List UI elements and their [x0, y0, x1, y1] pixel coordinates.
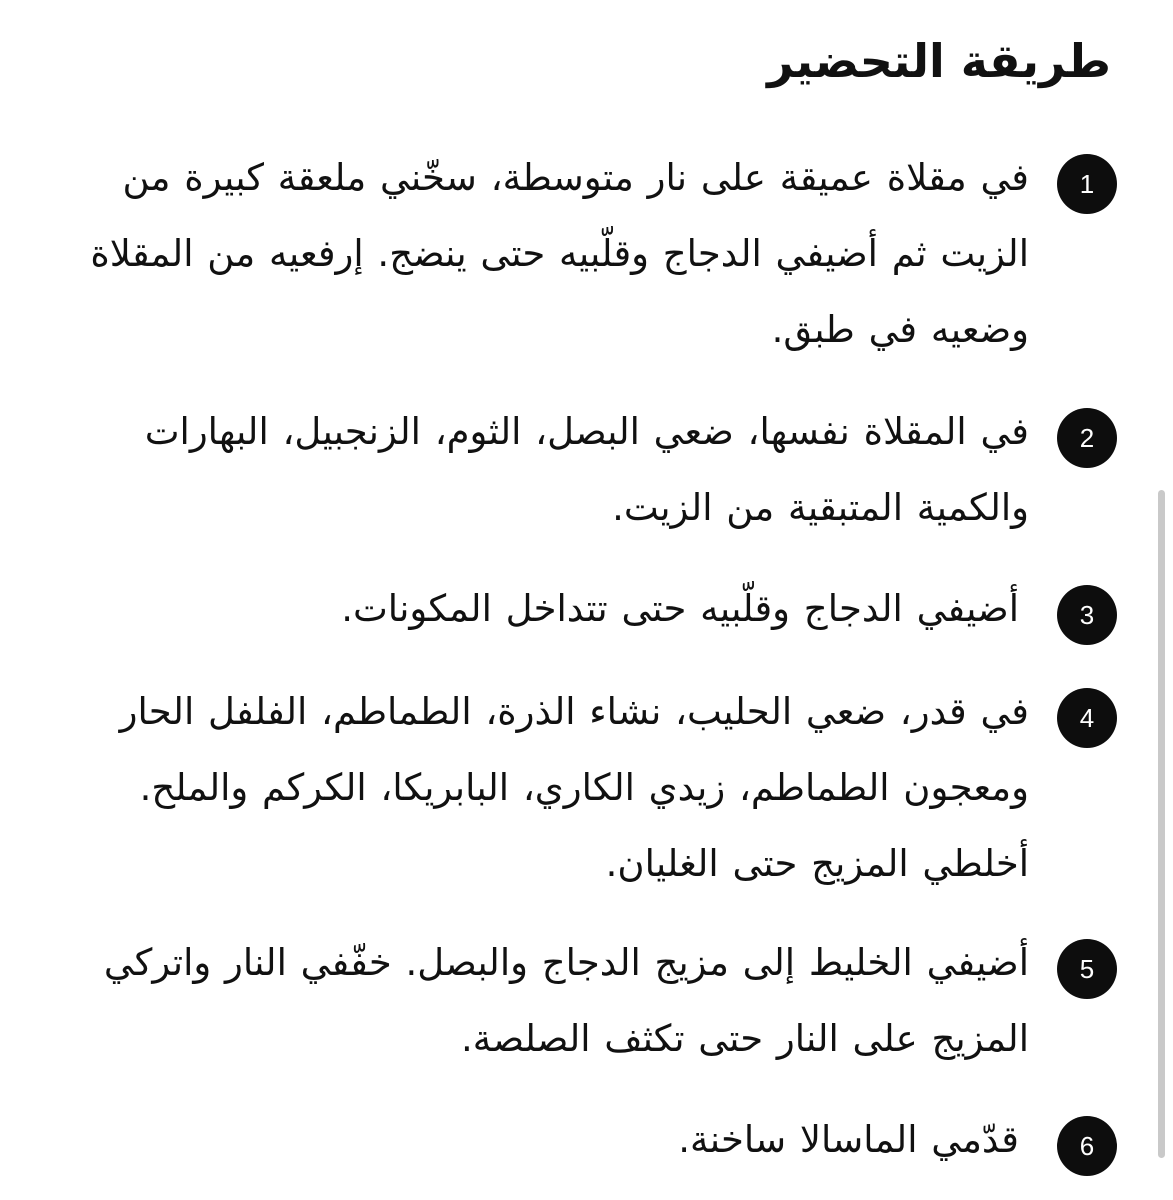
- step-text: أضيفي الخليط إلى مزيج الدجاج والبصل. خفّفي النار واتركي المزيج على النار حتى تكثف الصلصة.: [103, 941, 1029, 1060]
- step-item: [40, 925, 1117, 1077]
- step-number-badge: 2: [1057, 408, 1117, 468]
- step-text: في مقلاة عميقة على نار متوسطة، سخّني ملعقة كبيرة من الزيت ثم أضيفي الدجاج وقلّبيه حتى ينضج. إرفعيه من المقلاة وضعيه في طبق.: [90, 156, 1029, 351]
- step-text: في قدر، ضعي الحليب، نشاء الذرة، الطماطم، الفلفل الحار ومعجون الطماطم، زيدي الكاري، البابريكا، الكركم والملح. أخلطي المزيج حتى الغليان.: [119, 690, 1029, 885]
- step-item: [40, 394, 1117, 546]
- step-text: في المقلاة نفسها، ضعي البصل، الثوم، الزنجبيل، البهارات والكمية المتبقية من الزيت.: [144, 410, 1029, 529]
- step-item: [40, 571, 1117, 647]
- step-number-badge: 1: [1057, 154, 1117, 214]
- step-item: [40, 674, 1117, 902]
- step-number-badge: 6: [1057, 1116, 1117, 1176]
- step-item: [40, 1102, 1117, 1178]
- page-title: طريقة التحضير: [767, 34, 1111, 88]
- step-number-badge: 5: [1057, 939, 1117, 999]
- vertical-scrollbar[interactable]: [1158, 490, 1165, 1158]
- step-text: قدّمي الماسالا ساخنة.: [678, 1118, 1019, 1161]
- step-text: أضيفي الدجاج وقلّبيه حتى تتداخل المكونات.: [341, 587, 1019, 630]
- step-item: [40, 140, 1117, 368]
- step-number-badge: 4: [1057, 688, 1117, 748]
- step-number-badge: 3: [1057, 585, 1117, 645]
